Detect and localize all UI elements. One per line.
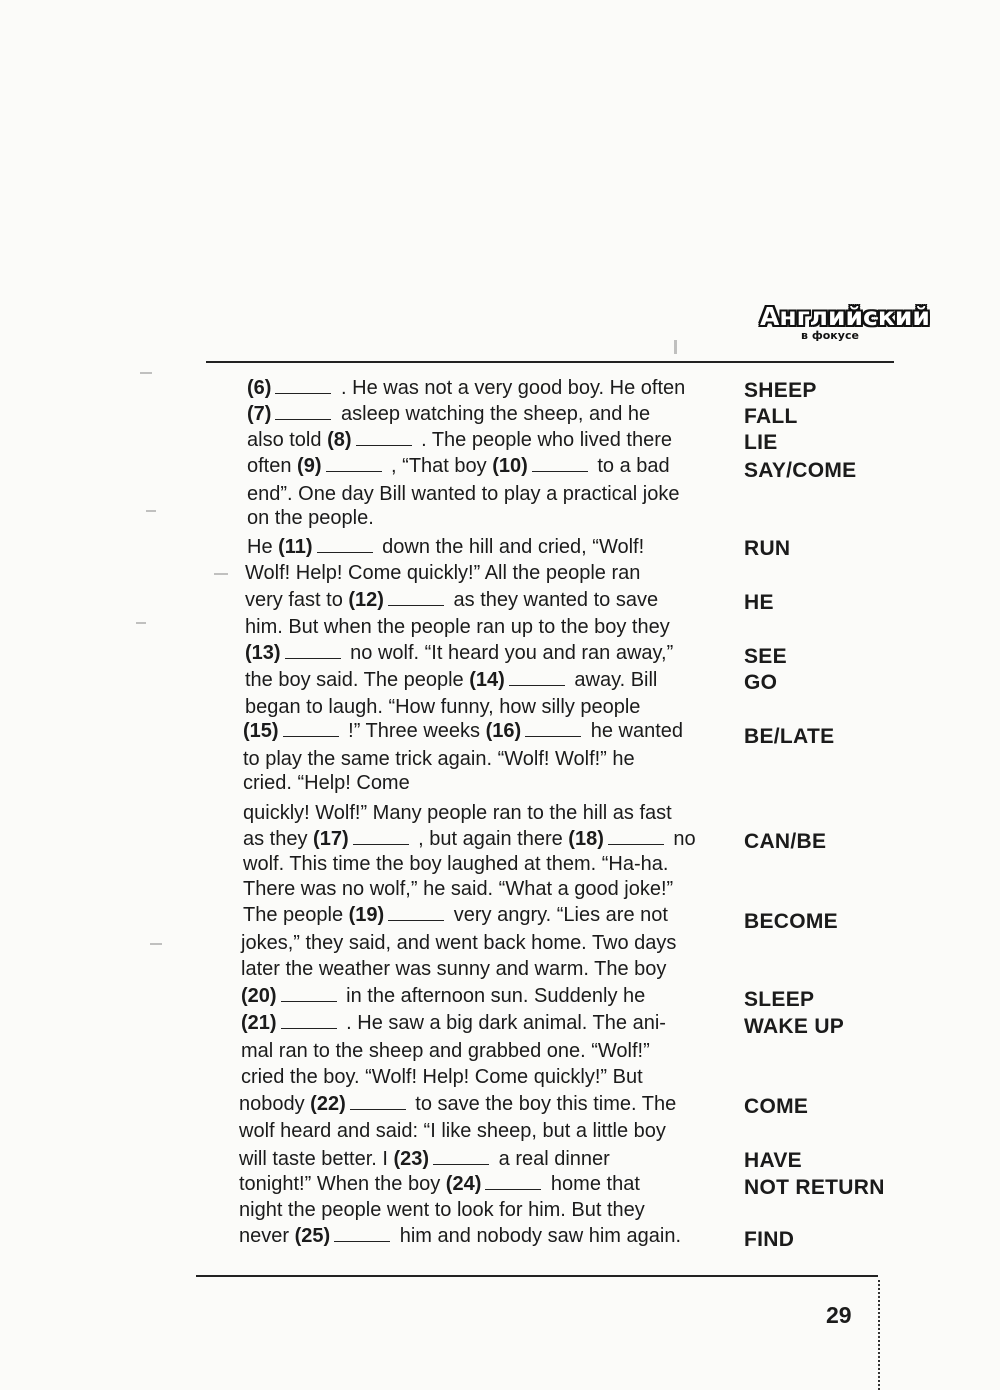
line-text: The people (243, 904, 349, 926)
scan-speck (150, 943, 162, 945)
gap-number: (16) (480, 720, 522, 742)
line-text: wolf heard and said: “I like sheep, but a little boy (239, 1120, 666, 1142)
line-text: cried. “Help! Come (243, 772, 410, 794)
line-text: quickly! Wolf!” Many people ran to the hill as fast (243, 802, 672, 824)
text-line (243, 801, 672, 825)
line-text: . He was not a very good boy. He often (335, 377, 686, 399)
text-line (241, 1065, 643, 1089)
text-line (247, 535, 644, 559)
scan-speck (140, 372, 152, 374)
text-line (241, 931, 676, 955)
logo-title: Английский (760, 302, 930, 331)
keyword-sleep: SLEEP (744, 988, 815, 1011)
text-line (243, 852, 668, 876)
answer-blank[interactable] (334, 1225, 390, 1242)
gap-number: (9) (297, 455, 322, 477)
answer-blank[interactable] (356, 429, 412, 446)
keyword-sheep: SHEEP (744, 379, 817, 402)
text-line (247, 506, 374, 530)
gap-number: (12) (348, 589, 384, 611)
text-line (241, 1039, 650, 1063)
line-text: . He saw a big dark animal. The ani- (340, 1012, 666, 1034)
text-line (241, 957, 666, 981)
gap-number: (10) (486, 455, 528, 477)
header-rule (206, 361, 894, 363)
scan-speck (674, 340, 677, 354)
line-text: he wanted (585, 720, 684, 742)
text-line (247, 454, 670, 478)
keyword-run: RUN (744, 537, 791, 560)
line-text: no (667, 828, 696, 850)
gap-number: (20) (241, 985, 277, 1007)
magazine-logo (760, 302, 930, 342)
page-number: 29 (826, 1302, 852, 1328)
line-text: no wolf. “It heard you and ran away,” (344, 642, 674, 664)
line-text: to save the boy this time. The (409, 1093, 677, 1115)
line-text: the boy said. The people (245, 669, 470, 691)
answer-blank[interactable] (283, 720, 339, 737)
gap-number: (15) (243, 720, 279, 742)
text-line (243, 719, 683, 743)
line-text: often (247, 455, 298, 477)
line-text: very fast to (245, 589, 349, 611)
line-text: on the people. (247, 507, 374, 529)
gap-number: (7) (247, 403, 272, 425)
text-line (247, 376, 685, 400)
line-text: , but again there (412, 828, 563, 850)
keyword-not-return: NOT RETURN (744, 1176, 885, 1199)
text-line (245, 641, 673, 665)
line-text: mal ran to the sheep and grabbed one. “Wolf!” (241, 1040, 650, 1062)
answer-blank[interactable] (317, 536, 373, 553)
answer-blank[interactable] (608, 828, 664, 845)
line-text: later the weather was sunny and warm. The boy (241, 958, 667, 980)
text-line (243, 877, 673, 901)
answer-blank[interactable] (485, 1173, 541, 1190)
answer-blank[interactable] (275, 403, 331, 420)
line-text: There was no wolf,” he said. “What a good joke!” (243, 878, 674, 900)
text-line (239, 1119, 666, 1143)
line-text: cried the boy. “Wolf! Help! Come quickly!” But (241, 1066, 643, 1088)
line-text: in the afternoon sun. Suddenly he (340, 985, 646, 1007)
line-text: began to laugh. “How funny, how silly people (245, 696, 641, 718)
keyword-go: GO (744, 671, 778, 694)
answer-blank[interactable] (281, 1012, 337, 1029)
line-text: jokes,” they said, and went back home. Two days (241, 932, 677, 954)
line-text: away. Bill (568, 669, 658, 691)
answer-blank[interactable] (281, 985, 337, 1002)
line-text: very angry. “Lies are not (448, 904, 668, 926)
answer-blank[interactable] (525, 720, 581, 737)
keyword-lie: LIE (744, 431, 778, 454)
gap-number: (19) (348, 904, 385, 926)
text-line (239, 1147, 610, 1171)
line-text: as they (243, 828, 314, 850)
text-line (243, 771, 410, 795)
text-line (239, 1198, 645, 1222)
keyword-can-be: CAN/BE (744, 830, 827, 853)
answer-blank[interactable] (350, 1093, 406, 1110)
text-line (239, 1092, 676, 1116)
text-line (245, 588, 658, 612)
keyword-find: FIND (744, 1228, 795, 1251)
answer-blank[interactable] (285, 642, 341, 659)
text-line (243, 903, 668, 927)
text-line (245, 668, 657, 692)
gap-number: (8) (327, 429, 352, 451)
text-line (247, 482, 679, 506)
text-line (247, 402, 650, 426)
answer-blank[interactable] (353, 828, 409, 845)
line-text: down the hill and cried, “Wolf! (376, 536, 645, 558)
line-text: home that (545, 1173, 640, 1195)
answer-blank[interactable] (275, 377, 331, 394)
answer-blank[interactable] (388, 904, 444, 921)
line-text: him and nobody saw him again. (394, 1225, 682, 1247)
line-text: also told (247, 429, 328, 451)
text-line (241, 984, 645, 1008)
keyword-come: COME (744, 1095, 809, 1118)
gap-number: (17) (313, 828, 349, 850)
text-line (247, 428, 672, 452)
keyword-be-late: BE/LATE (744, 725, 835, 748)
text-line (241, 1011, 666, 1035)
answer-blank[interactable] (532, 455, 588, 472)
keyword-wake-up: WAKE UP (744, 1015, 845, 1038)
logo-subtitle: в фокусе (801, 329, 859, 342)
gap-number: (18) (562, 828, 604, 850)
scan-speck (136, 622, 146, 624)
keyword-become: BECOME (744, 910, 838, 933)
gap-number: (14) (469, 669, 505, 691)
line-text: to play the same trick again. “Wolf! Wolf!” he (243, 748, 635, 770)
line-text: tonight!” When the boy (239, 1173, 446, 1195)
scan-speck (146, 510, 156, 512)
gap-number: (25) (294, 1225, 331, 1247)
line-text: nobody (239, 1093, 311, 1115)
text-line (245, 695, 640, 719)
text-line (245, 615, 670, 639)
text-line (243, 827, 696, 851)
keyword-fall: FALL (744, 405, 798, 428)
answer-blank[interactable] (326, 455, 382, 472)
line-text: end”. One day Bill wanted to play a practical joke (247, 483, 680, 505)
line-text: . The people who lived there (415, 429, 672, 451)
keyword-see: SEE (744, 645, 787, 668)
line-text: him. But when the people ran up to the boy they (245, 616, 670, 638)
gap-number: (13) (245, 642, 281, 664)
text-line (243, 747, 635, 771)
answer-blank[interactable] (388, 589, 444, 606)
line-text: to a bad (591, 455, 670, 477)
line-text: as they wanted to save (447, 589, 659, 611)
answer-blank[interactable] (509, 669, 565, 686)
line-text: !” Three weeks (342, 720, 481, 742)
line-text: will taste better. I (239, 1148, 394, 1170)
scan-speck (214, 573, 228, 575)
footer-rule (196, 1275, 878, 1277)
keyword-he: HE (744, 591, 774, 614)
line-text: wolf. This time the boy laughed at them. “Ha-ha. (243, 853, 669, 875)
line-text: a real dinner (493, 1148, 610, 1170)
line-text: He (247, 536, 279, 558)
perforation-line (878, 1280, 880, 1390)
text-line (239, 1224, 681, 1248)
text-line (239, 1172, 640, 1196)
keyword-have: HAVE (744, 1149, 802, 1172)
gap-number: (24) (445, 1173, 482, 1195)
gap-number: (11) (278, 536, 313, 558)
line-text: night the people went to look for him. But they (239, 1199, 645, 1221)
gap-number: (6) (247, 377, 272, 399)
answer-blank[interactable] (433, 1148, 489, 1165)
keyword-say-come: SAY/COME (744, 459, 857, 482)
text-line (245, 561, 640, 585)
gap-number: (23) (393, 1148, 430, 1170)
gap-number: (22) (310, 1093, 346, 1115)
line-text: , “That boy (385, 455, 487, 477)
line-text: never (239, 1225, 295, 1247)
line-text: asleep watching the sheep, and he (335, 403, 651, 425)
line-text: Wolf! Help! Come quickly!” All the people ran (245, 562, 641, 584)
gap-number: (21) (241, 1012, 277, 1034)
